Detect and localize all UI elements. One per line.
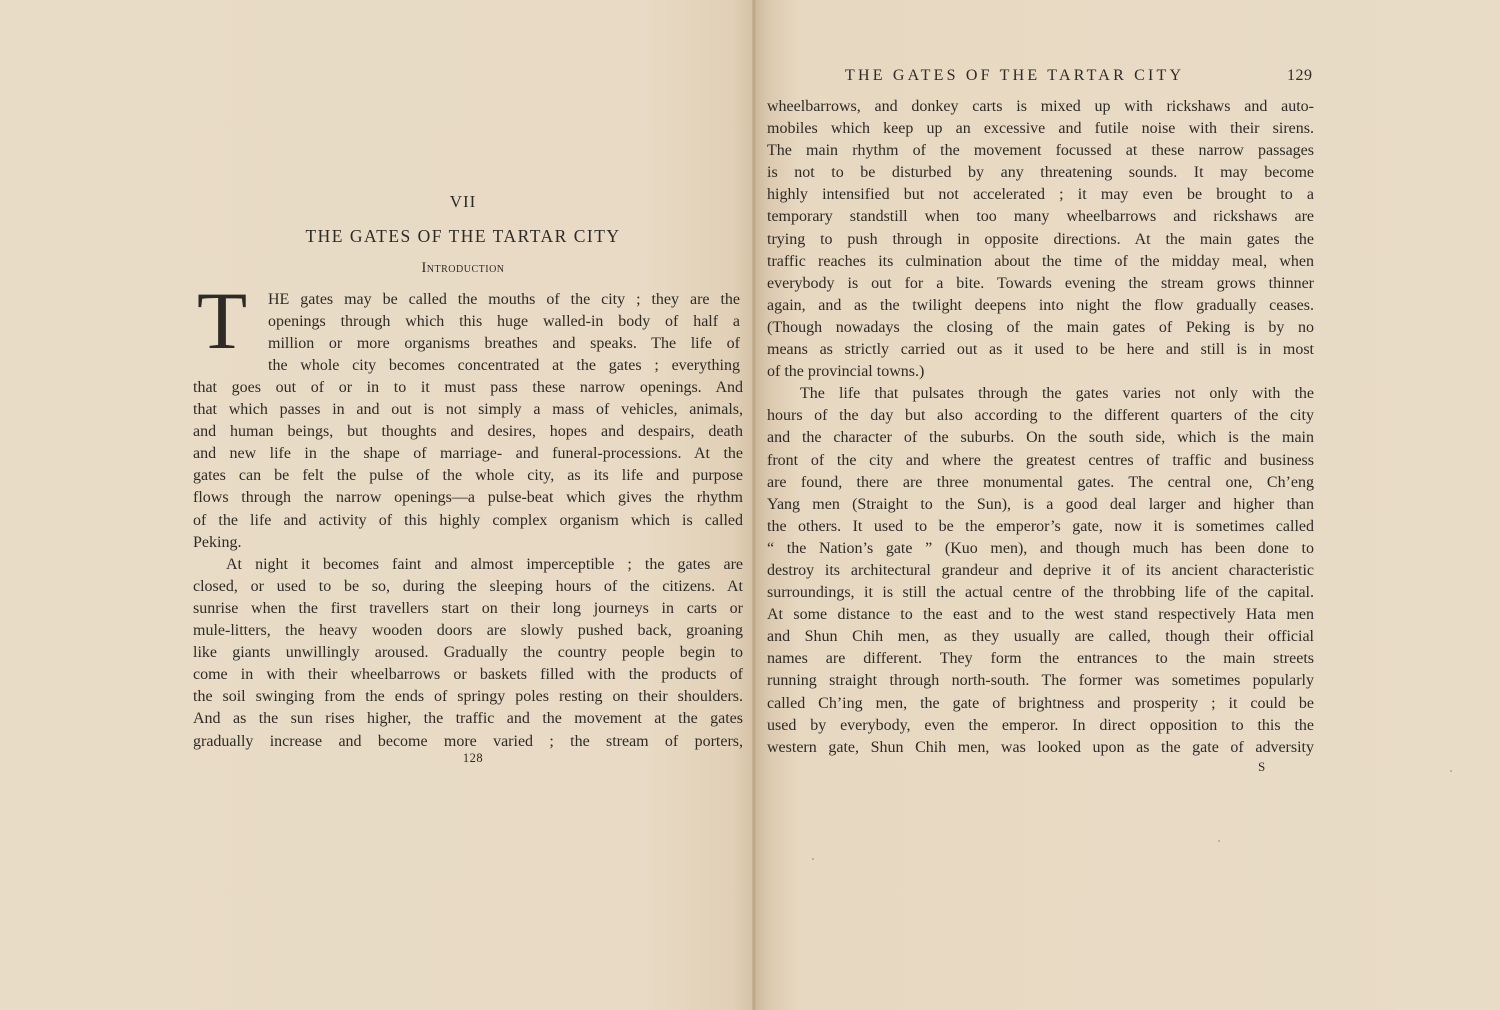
text-line: the others. It used to be the emperor’s gate, now it is sometimes called xyxy=(767,517,1314,535)
text-line: HE gates may be called the mouths of the city ; they are the xyxy=(268,291,740,308)
text-line: everybody is out for a bite. Towards evening the stream grows thinner xyxy=(767,274,1314,292)
text-line: And as the sun rises higher, the traffic and the movement at the gates xyxy=(193,710,743,728)
text-line: trying to push through in opposite directions. At the main gates the xyxy=(767,230,1314,248)
text-line: called Ch’ing men, the gate of brightness and prosperity ; it could be xyxy=(767,694,1314,712)
text-line: that goes out of or in to it must pass these narrow openings. And xyxy=(193,379,743,396)
chapter-title: THE GATES OF THE TARTAR CITY xyxy=(305,226,621,246)
text-line: are found, there are three monumental gates. The central one, Ch’eng xyxy=(767,473,1314,491)
text-line: The main rhythm of the movement focussed at these narrow passages xyxy=(767,142,1314,160)
text-line: the soil swinging from the ends of springy poles resting on their shoulders. xyxy=(193,688,743,706)
text-line: the whole city becomes concentrated at the gates ; everything xyxy=(268,357,740,375)
text-line: sunrise when the first travellers start on their long journeys in carts or xyxy=(193,599,743,617)
chapter-number: VII xyxy=(449,192,477,211)
text-line: temporary standstill when too many wheelbarrows and rickshaws are xyxy=(767,208,1314,226)
text-line: The life that pulsates through the gates varies not only with the xyxy=(800,385,1314,403)
text-line: and human beings, but thoughts and desires, hopes and despairs, death xyxy=(193,423,743,441)
text-line: is not to be disturbed by any threatening sounds. It may become xyxy=(767,164,1314,182)
text-line: come in with their wheelbarrows or baskets filled with the products of xyxy=(193,666,743,684)
right-body-text xyxy=(767,96,1314,759)
text-line: highly intensified but not accelerated ; it may even be brought to a xyxy=(767,186,1314,204)
text-line: gates can be felt the pulse of the whole city, as its life and purpose xyxy=(193,467,743,485)
text-line: mobiles which keep up an excessive and futile noise with their sirens. xyxy=(767,120,1314,138)
text-line: (Though nowadays the closing of the main gates of Peking is by no xyxy=(767,318,1314,336)
page-number-left: 128 xyxy=(462,751,484,765)
book-gutter xyxy=(752,0,756,1010)
running-head: THE GATES OF THE TARTAR CITY xyxy=(845,67,1185,84)
text-line: and Shun Chih men, as they usually are called, though their official xyxy=(767,628,1314,646)
text-line: closed, or used to be so, during the sleeping hours of the citizens. At xyxy=(193,577,743,595)
text-line: gradually increase and become more varied ; the stream of porters, xyxy=(193,732,743,750)
text-line: and new life in the shape of marriage- and funeral-processions. At the xyxy=(193,445,743,463)
text-line: that which passes in and out is not simply a mass of vehicles, animals, xyxy=(193,401,743,419)
left-body-text xyxy=(193,377,743,753)
text-line: western gate, Shun Chih men, was looked upon as the gate of adversity xyxy=(767,738,1314,756)
text-line: surroundings, it is still the actual centre of the throbbing life of the capital. xyxy=(767,584,1314,602)
text-line: names are different. They form the entrances to the main streets xyxy=(767,650,1314,668)
text-line: of the provincial towns.) xyxy=(767,363,925,381)
indented-paragraph-lines xyxy=(268,289,740,377)
page-number-right: 129 xyxy=(1287,67,1313,84)
text-line: million or more organisms breathes and speaks. The life of xyxy=(268,335,740,353)
text-line: At night it becomes faint and almost imperceptible ; the gates are xyxy=(226,555,743,573)
text-line: and the character of the suburbs. On the south side, which is the main xyxy=(767,429,1314,447)
text-line: like giants unwillingly aroused. Gradually the country people begin to xyxy=(193,644,743,662)
text-line: used by everybody, even the emperor. In direct opposition to this the xyxy=(767,716,1314,734)
section-heading: Introduction xyxy=(421,260,505,276)
text-line: “ the Nation’s gate ” (Kuo men), and though much has been done to xyxy=(767,539,1314,557)
text-line: At some distance to the east and to the west stand respectively Hata men xyxy=(767,606,1314,624)
text-line: Yang men (Straight to the Sun), is a good deal larger and higher than xyxy=(767,495,1314,513)
text-line: again, and as the twilight deepens into night the flow gradually ceases. xyxy=(767,296,1314,314)
text-line: running straight through north-south. The former was sometimes popularly xyxy=(767,672,1314,690)
text-line: Peking. xyxy=(193,533,242,551)
drop-cap: T xyxy=(196,275,248,366)
text-line: wheelbarrows, and donkey carts is mixed up with rickshaws and auto- xyxy=(767,98,1314,115)
text-line: front of the city and where the greatest centres of traffic and business xyxy=(767,451,1314,469)
text-line: mule-litters, the heavy wooden doors are slowly pushed back, groaning xyxy=(193,622,743,640)
signature-mark: S xyxy=(1258,759,1266,774)
paper-speck xyxy=(1218,840,1220,842)
paper-speck xyxy=(812,858,814,860)
text-line: hours of the day but also according to the different quarters of the city xyxy=(767,407,1314,425)
text-line: openings through which this huge walled-in body of half a xyxy=(268,313,740,331)
text-line: flows through the narrow openings—a pulse-beat which gives the rhythm xyxy=(193,489,743,507)
text-line: destroy its architectural grandeur and deprive it of its ancient characteristic xyxy=(767,561,1314,579)
text-line: means as strictly carried out as it used to be here and still is in most xyxy=(767,341,1314,359)
text-line: traffic reaches its culmination about the time of the midday meal, when xyxy=(767,252,1314,270)
paper-speck xyxy=(1450,770,1452,772)
text-line: of the life and activity of this highly complex organism which is called xyxy=(193,511,743,529)
